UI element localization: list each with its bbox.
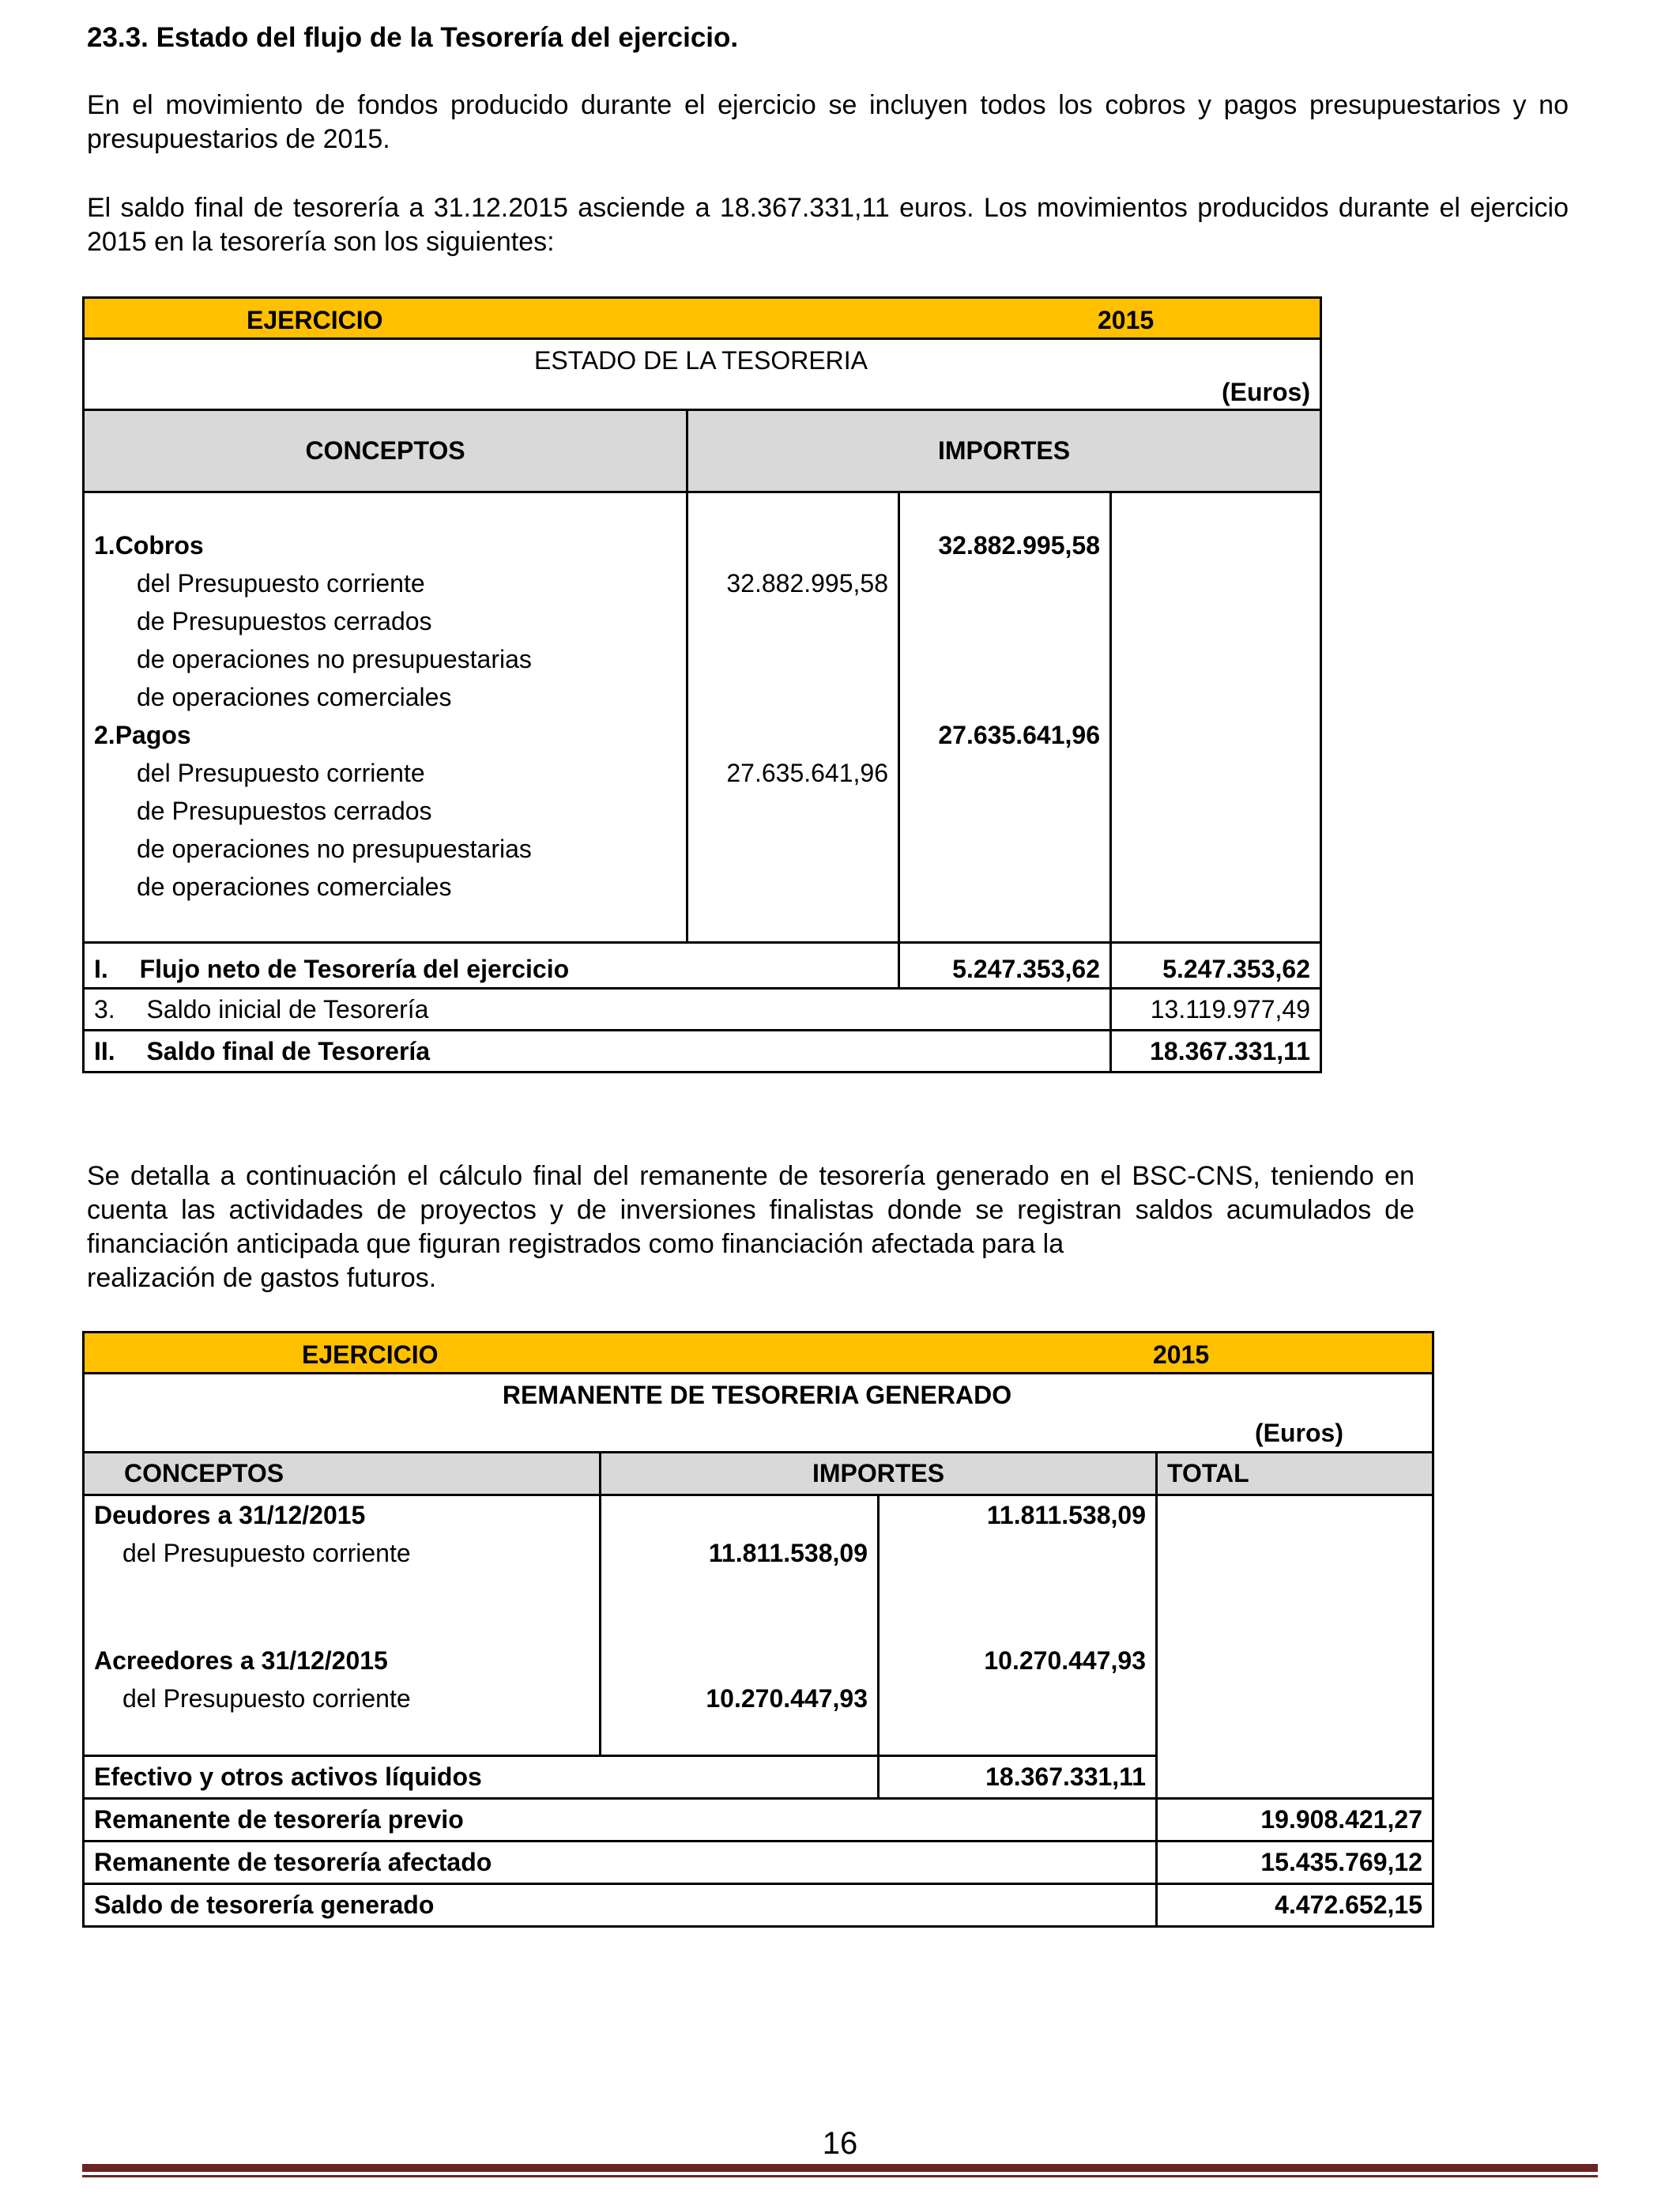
table2-title-row xyxy=(84,1374,1433,1453)
footer-rule xyxy=(82,2164,1598,2172)
cell-c2: 27.635.641,96 xyxy=(938,721,1100,749)
ejercicio-label: EJERCICIO xyxy=(247,305,383,334)
cell-c2 xyxy=(910,868,1100,906)
ejercicio-year-2: 2015 xyxy=(1153,1340,1210,1369)
remanente-paragraph-text: Se detalla a continuación el cálculo final del remanente de tesorería generado en el BSC-CNS, teniendo en cuenta las actividades de proyectos y de inversiones finalistas donde se registran saldos acumulados de financiación anticipada que figuran registrados como financiación afectada para la xyxy=(87,1161,1414,1259)
remanente-previo-row xyxy=(84,1799,1433,1842)
flujo-label: Flujo neto de Tesorería del ejercicio xyxy=(139,955,570,983)
deudores-label: Deudores a 31/12/2015 xyxy=(94,1501,366,1529)
cell-c1 xyxy=(698,526,888,564)
cell-c1 xyxy=(698,602,888,640)
row-label: de Presupuestos cerrados xyxy=(137,797,432,825)
row-label: de operaciones comerciales xyxy=(137,873,452,901)
acreedores-value: 10.270.447,93 xyxy=(984,1646,1146,1675)
table1-column-headers xyxy=(84,410,1321,492)
saldo-generado-label: Saldo de tesorería generado xyxy=(84,1884,1157,1927)
cell-c1 xyxy=(698,716,888,754)
footer-rule-thin xyxy=(82,2175,1598,2177)
deudores-sub-label: del Presupuesto corriente xyxy=(122,1539,411,1567)
table1-title: ESTADO DE LA TESORERIA xyxy=(533,345,868,375)
table2-column-headers xyxy=(84,1453,1433,1495)
remanente-afectado-row xyxy=(84,1842,1433,1884)
saldo-final-row xyxy=(84,1031,1321,1072)
cell-c1 xyxy=(698,792,888,830)
table1-body-row xyxy=(84,492,1321,943)
deudores-value: 11.811.538,09 xyxy=(986,1501,1146,1529)
section-heading: 23.3. Estado del flujo de la Tesorería del ejercicio. xyxy=(87,22,739,53)
row-label: de operaciones no presupuestarias xyxy=(137,835,532,863)
cell-c2 xyxy=(910,792,1100,830)
table2-units: (Euros) xyxy=(1255,1418,1343,1447)
remanente-previo-label: Remanente de tesorería previo xyxy=(84,1799,1157,1842)
efectivo-value: 18.367.331,11 xyxy=(879,1756,1157,1799)
col-conceptos: CONCEPTOS xyxy=(84,410,687,492)
saldo-inicial-label: Saldo inicial de Tesorería xyxy=(146,994,429,1023)
treasury-state-table xyxy=(82,296,1322,1073)
cell-c1 xyxy=(698,830,888,868)
row-label: de operaciones no presupuestarias xyxy=(137,645,532,673)
saldo-generado-value: 4.472.652,15 xyxy=(1157,1884,1433,1927)
cell-c2 xyxy=(910,754,1100,792)
cell-c2 xyxy=(910,640,1100,678)
saldo-inicial-num: 3. xyxy=(94,994,115,1023)
ejercicio-label-2: EJERCICIO xyxy=(302,1340,439,1369)
remanente-afectado-label: Remanente de tesorería afectado xyxy=(84,1842,1157,1884)
cell-c2 xyxy=(910,678,1100,716)
cell-c1 xyxy=(698,640,888,678)
acreedores-sub-label: del Presupuesto corriente xyxy=(122,1684,411,1713)
intro-paragraph-1: En el movimiento de fondos producido durante el ejercicio se incluyen todos los cobros y pagos presupuestarios y no presupuestarios de 2015. xyxy=(87,90,1569,154)
row-label: de operaciones comerciales xyxy=(137,683,452,711)
col-importes-2: IMPORTES xyxy=(601,1453,1157,1495)
saldo-final-label: Saldo final de Tesorería xyxy=(146,1036,431,1065)
intro-paragraph-2: El saldo final de tesorería a 31.12.2015 asciende a 18.367.331,11 euros. Los movimientos producidos durante el ejercicio 2015 en la tesorería son los siguientes: xyxy=(87,193,1569,257)
page-number: 16 xyxy=(822,2126,858,2161)
cell-c2 xyxy=(910,602,1100,640)
flujo-value-importe: 5.247.353,62 xyxy=(899,943,1111,989)
saldo-generado-row xyxy=(84,1884,1433,1927)
row-label-cobros: 1.Cobros xyxy=(94,531,204,560)
saldo-final-value: 18.367.331,11 xyxy=(1111,1031,1321,1072)
cell-c1: 27.635.641,96 xyxy=(726,759,888,787)
flujo-value-total: 5.247.353,62 xyxy=(1111,943,1321,989)
col-conceptos-2: CONCEPTOS xyxy=(84,1453,601,1495)
acreedores-label: Acreedores a 31/12/2015 xyxy=(94,1646,388,1675)
remanente-previo-value: 19.908.421,27 xyxy=(1157,1799,1433,1842)
row-label: del Presupuesto corriente xyxy=(137,759,425,787)
cell-c2: 32.882.995,58 xyxy=(938,531,1100,560)
cell-c1 xyxy=(698,868,888,906)
table1-header-row xyxy=(84,298,1321,339)
table2-body-row xyxy=(84,1495,1433,1756)
deudores-sub-value: 11.811.538,09 xyxy=(708,1539,868,1567)
acreedores-sub-value: 10.270.447,93 xyxy=(706,1684,868,1713)
row-label: del Presupuesto corriente xyxy=(137,569,425,598)
remanente-table xyxy=(82,1331,1434,1928)
row-label-pagos: 2.Pagos xyxy=(94,721,191,749)
table2-header-row xyxy=(84,1333,1433,1374)
flujo-neto-row xyxy=(84,943,1321,989)
flujo-num: I. xyxy=(94,955,108,983)
row-label: de Presupuestos cerrados xyxy=(137,607,432,635)
table1-units: (Euros) xyxy=(1222,377,1310,406)
cell-c1: 32.882.995,58 xyxy=(726,569,888,598)
table1-title-row xyxy=(84,339,1321,410)
table2-title: REMANENTE DE TESORERIA GENERADO xyxy=(502,1380,1012,1409)
cell-c1 xyxy=(698,678,888,716)
saldo-final-num: II. xyxy=(94,1036,115,1065)
saldo-inicial-value: 13.119.977,49 xyxy=(1111,989,1321,1031)
remanente-afectado-value: 15.435.769,12 xyxy=(1157,1842,1433,1884)
col-importes: IMPORTES xyxy=(687,410,1321,492)
ejercicio-year: 2015 xyxy=(1098,305,1155,334)
cell-c2 xyxy=(910,830,1100,868)
cell-c2 xyxy=(910,564,1100,602)
efectivo-label: Efectivo y otros activos líquidos xyxy=(84,1756,879,1799)
saldo-inicial-row xyxy=(84,989,1321,1031)
remanente-paragraph xyxy=(87,1159,1414,1295)
remanente-paragraph-last: realización de gastos futuros. xyxy=(87,1263,437,1293)
col-total-2: TOTAL xyxy=(1157,1453,1433,1495)
